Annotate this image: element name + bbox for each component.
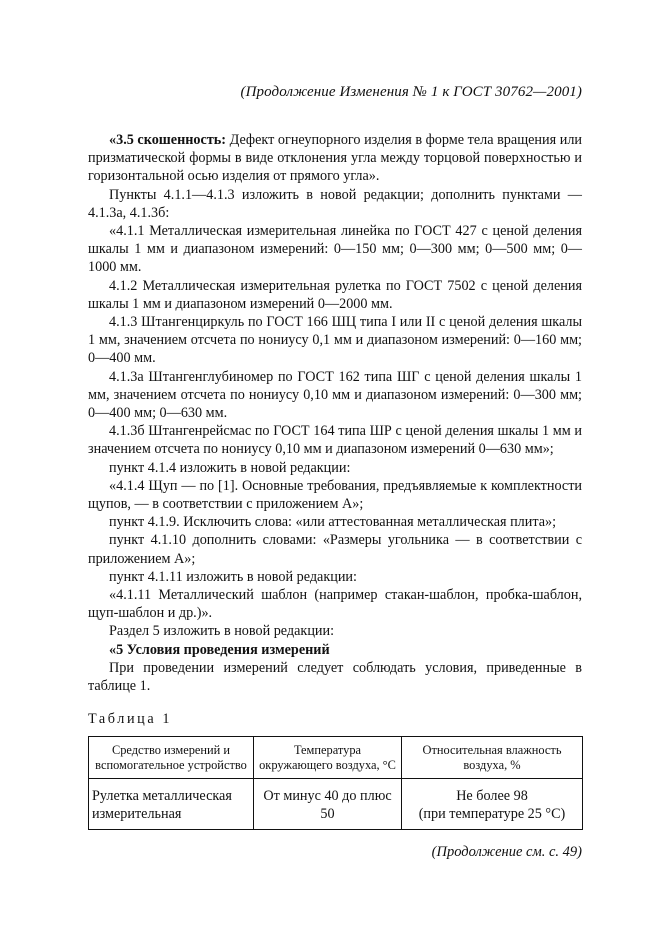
- section-5-title: «5 Условия проведения измерений: [109, 641, 330, 658]
- paragraph-4-1-3a: 4.1.3а Штангенглубиномер по ГОСТ 162 типа ШГ с ценой деления шкалы 1 мм, значением отсчета по нониусу 0,10 мм и диапазоном измерений: 0—300 мм; 0—400 мм; 0—630 мм.: [88, 368, 582, 422]
- header-humidity: Относительная влажность воздуха, %: [402, 737, 583, 779]
- cell-temperature: От минус 40 до плюс 50: [254, 779, 402, 830]
- page-header: (Продолжение Изменения № 1 к ГОСТ 30762—2001): [240, 84, 582, 100]
- header-device: Средство измерений и вспомогательное устройство: [89, 737, 254, 779]
- cell-humidity: [402, 779, 583, 830]
- term-bold: «3.5 скошенность:: [109, 132, 227, 148]
- paragraph-items-intro: Пункты 4.1.1—4.1.3 изложить в новой редакции; дополнить пунктами — 4.1.3а, 4.1.3б:: [88, 186, 582, 221]
- paragraph-4-1-3b: 4.1.3б Штангенрейсмас по ГОСТ 164 типа ШР с ценой деления шкалы 1 мм и значением отсчета по нониусу 0,10 мм и диапазоном измерений 0—630 мм»;: [88, 423, 582, 458]
- paragraph-4-1-9: пункт 4.1.9. Исключить слова: «или аттестованная металлическая плита»;: [109, 514, 557, 531]
- paragraph-4-1-4: «4.1.4 Щуп — по [1]. Основные требования, предъявляемые к комплектности щупов, — в соответствии с приложением А»;: [88, 477, 582, 513]
- paragraph-4-1-4-intro: пункт 4.1.4 изложить в новой редакции:: [109, 459, 351, 476]
- table-caption: Таблица 1: [88, 711, 173, 728]
- table-header-row: [89, 737, 583, 779]
- definition-3-5: [88, 131, 582, 186]
- paragraph-4-1-11-intro: пункт 4.1.11 изложить в новой редакции:: [109, 568, 357, 585]
- table-row: [89, 779, 583, 830]
- conditions-table: [88, 736, 583, 830]
- paragraph-4-1-11: «4.1.11 Металлический шаблон (например стакан-шаблон, пробка-шаблон, щуп-шаблон и др.)».: [88, 587, 582, 622]
- document-page: [88, 84, 582, 861]
- paragraph-4-1-2: 4.1.2 Металлическая измерительная рулетка по ГОСТ 7502 с ценой деления шкалы 1 мм и диапазоном измерений 0—2000 мм.: [88, 277, 582, 312]
- paragraph-4-1-3: 4.1.3 Штангенциркуль по ГОСТ 166 ШЦ типа I или II с ценой деления шкалы 1 мм, значением отсчета по нониусу 0,1 мм и диапазоном измерений: 0—160 мм; 0—400 мм.: [88, 314, 582, 367]
- term-definition: Дефект огнеупорного изделия в форме тела вращения или призматической формы в виде отклонения угла между торцовой поверхностью и горизонтальной осью изделия от прямого угла».: [88, 132, 582, 185]
- header-temperature: Температура окружающего воздуха, °С: [254, 737, 402, 779]
- page-footer: (Продолжение см. с. 49): [431, 844, 582, 861]
- humidity-note: (при температуре 25 °С): [418, 806, 566, 823]
- paragraph-4-1-1: «4.1.1 Металлическая измерительная линейка по ГОСТ 427 с ценой деления шкалы 1 мм и диапазоном измерений: 0—150 мм; 0—300 мм; 0—500 мм; 0—1000 мм.: [88, 223, 582, 276]
- paragraph-section5-intro: Раздел 5 изложить в новой редакции:: [109, 623, 335, 640]
- humidity-value: Не более 98: [456, 788, 528, 805]
- cell-device: Рулетка металлическая измерительная: [89, 779, 254, 830]
- section-5-text: При проведении измерений следует соблюдать условия, приведенные в таблице 1.: [88, 659, 582, 695]
- paragraph-4-1-10: пункт 4.1.10 дополнить словами: «Размеры угольника — в соответствии с приложением А»;: [88, 532, 582, 567]
